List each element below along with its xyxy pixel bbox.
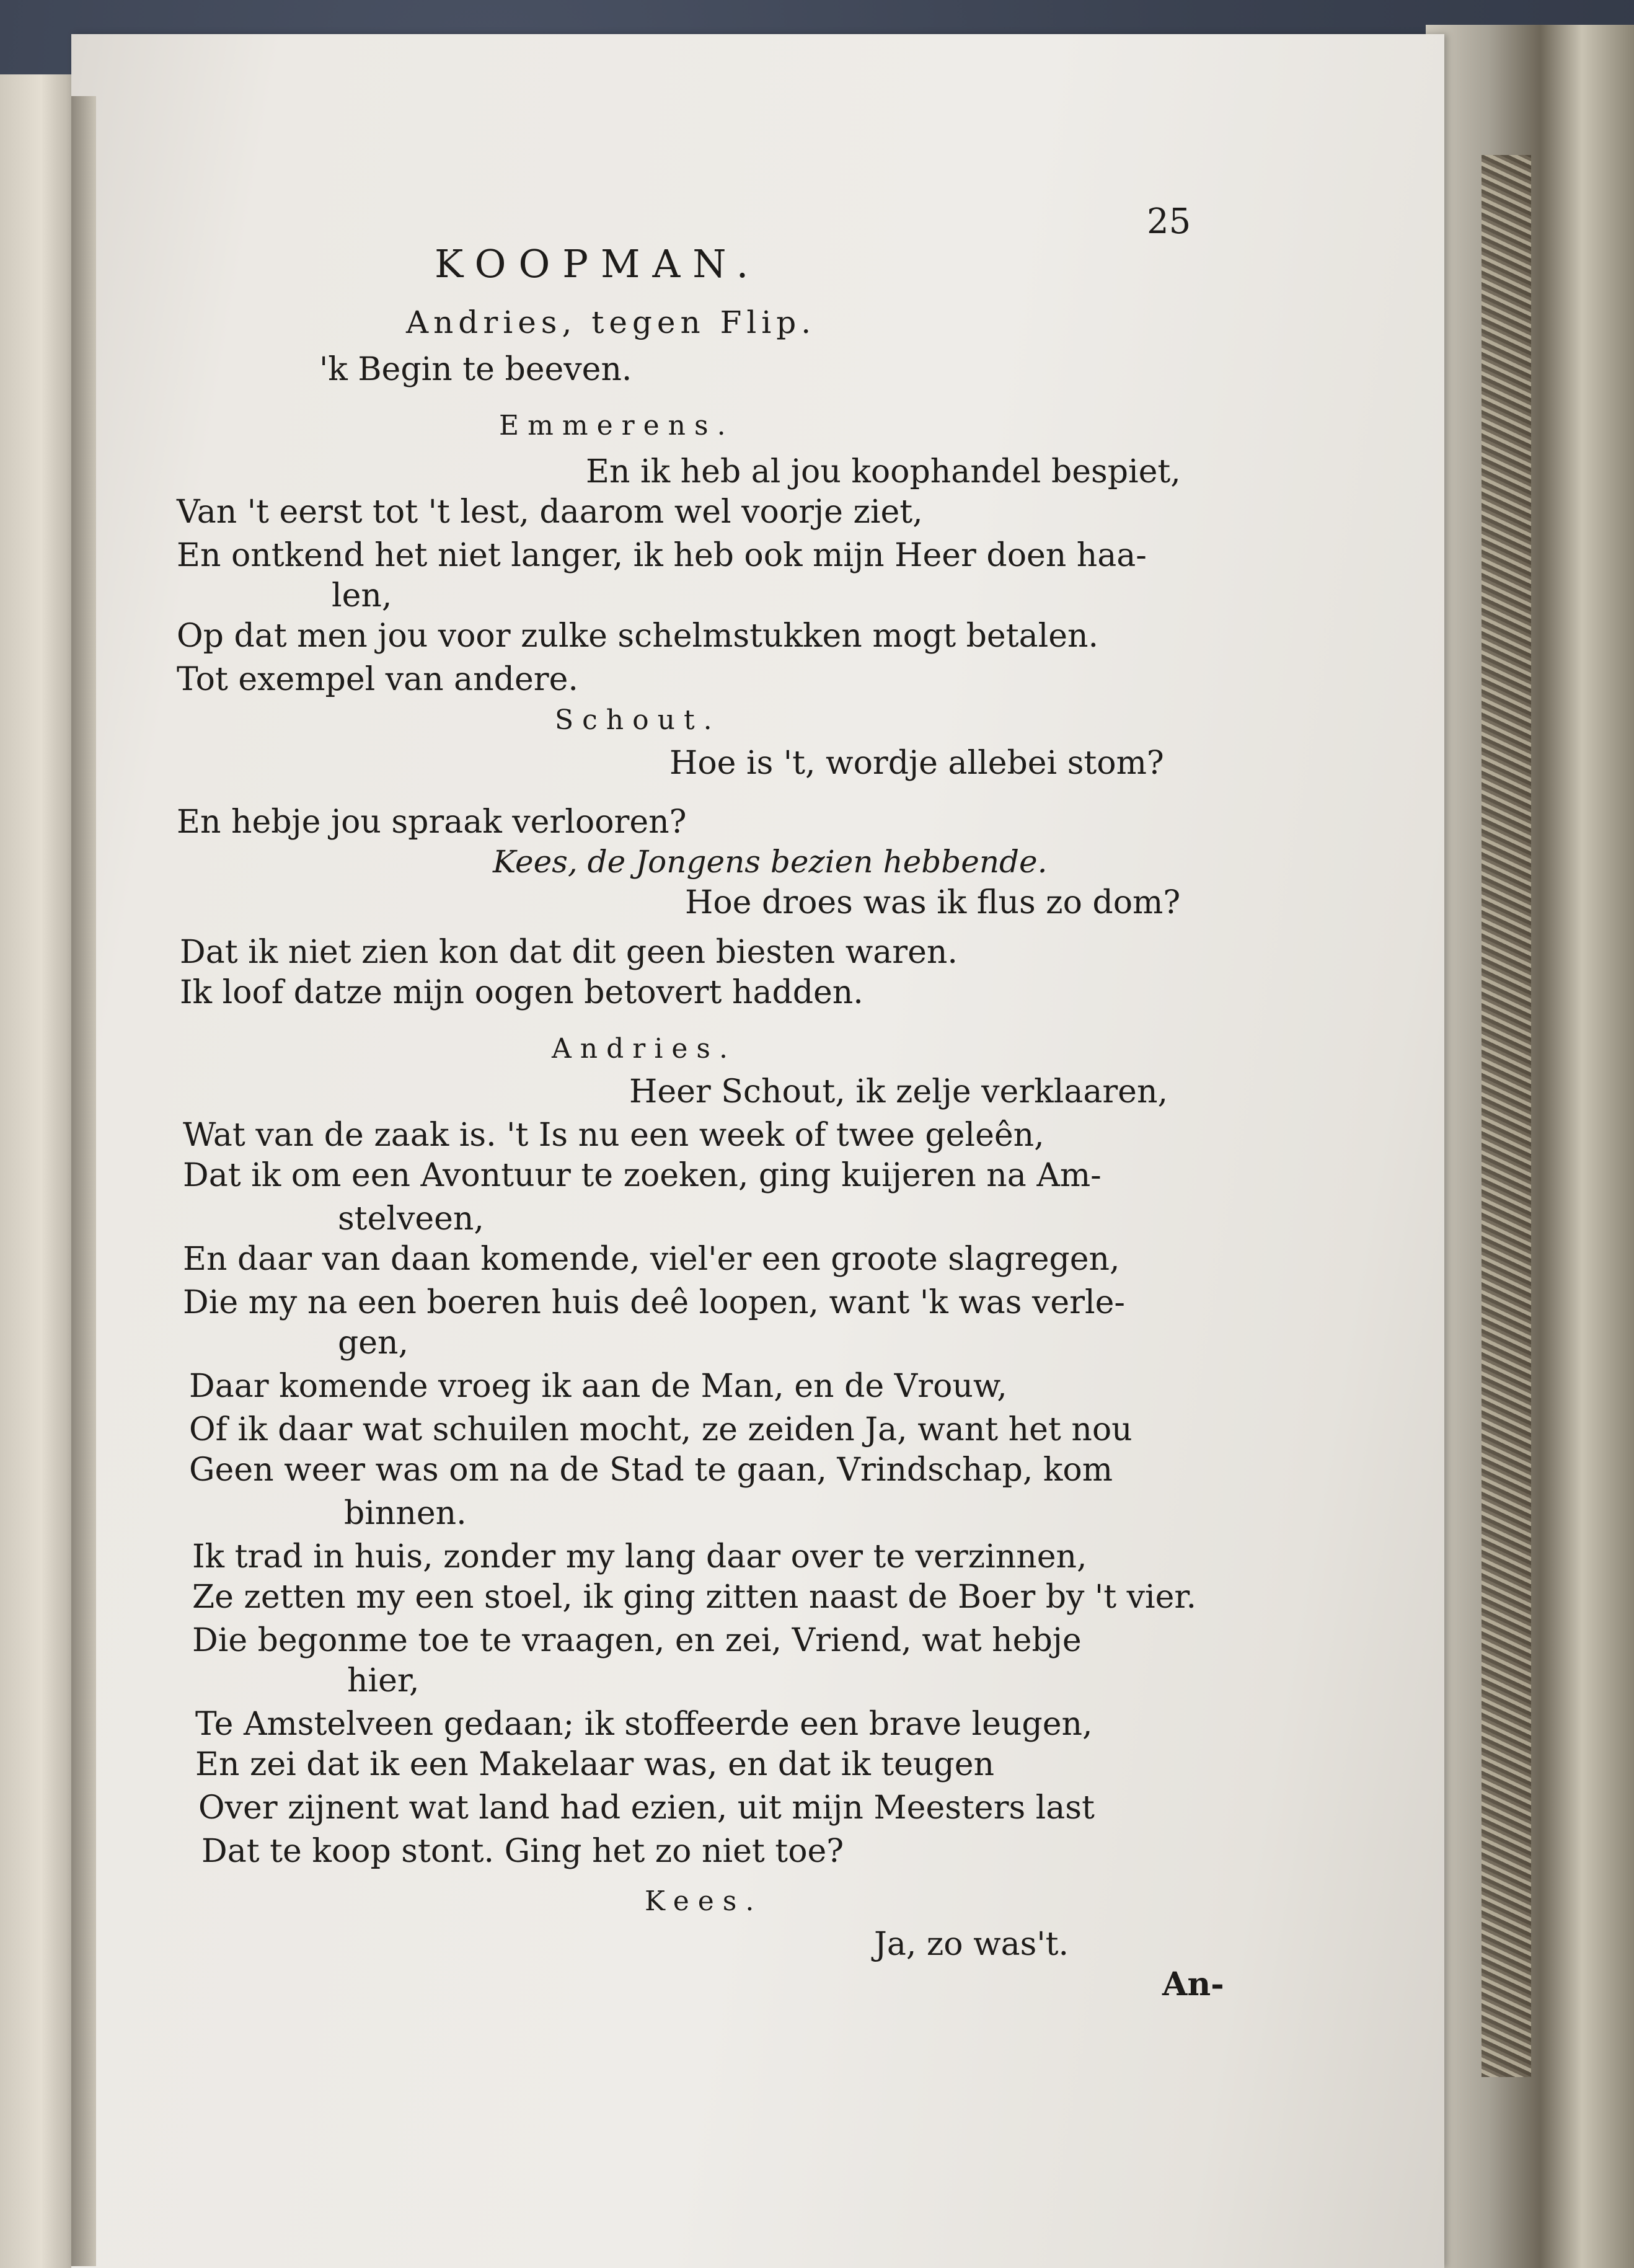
verse-line: Hoe droes was ik flus zo dom?: [685, 884, 1181, 921]
verse-line: len,: [332, 577, 392, 614]
verse-line: En ontkend het niet langer, ik heb ook mijn Heer doen haa-: [177, 537, 1147, 574]
verse-line: Ja, zo was't.: [874, 1926, 1069, 1963]
verse-line: Op dat men jou voor zulke schelmstukken mogt betalen.: [177, 618, 1099, 655]
verse-line: Te Amstelveen gedaan; ik stoffeerde een brave leugen,: [195, 1706, 1093, 1743]
gutter-shadow: [71, 96, 96, 2266]
verse-line: Dat ik niet zien kon dat dit geen biesten waren.: [180, 934, 958, 971]
verse-line: Ik trad in huis, zonder my lang daar over te verzinnen,: [192, 1538, 1087, 1575]
verse-line: En zei dat ik een Makelaar was, en dat ik teugen: [195, 1746, 994, 1783]
verse-line: En ik heb al jou koophandel bespiet,: [586, 453, 1181, 490]
verse-line: Dat ik om een Avontuur te zoeken, ging kuijeren na Am-: [183, 1157, 1102, 1194]
stage-direction: Andries, tegen Flip.: [406, 304, 816, 340]
page-number: 25: [1147, 202, 1191, 242]
verse-line: Over zijnent wat land had ezien, uit mijn Meesters last: [198, 1789, 1095, 1827]
verse-line: binnen.: [344, 1495, 467, 1532]
speckled-page-edge: [1482, 155, 1531, 2077]
speaker-name: Kees.: [645, 1885, 763, 1917]
verse-line: Heer Schout, ik zelje verklaaren,: [629, 1073, 1168, 1110]
speaker-name: Schout.: [555, 704, 721, 736]
verse-line: gen,: [338, 1324, 409, 1362]
verse-line: Wat van de zaak is. 't Is nu een week of twee geleên,: [183, 1117, 1044, 1154]
verse-line: Tot exempel van andere.: [177, 661, 578, 698]
catchword: An-: [1162, 1965, 1224, 2003]
speaker-name: Andries.: [552, 1033, 736, 1065]
verse-line: Dat te koop stont. Ging het zo niet toe?: [201, 1833, 844, 1870]
verse-line: stelveen,: [338, 1200, 484, 1238]
left-page-edge: [0, 74, 74, 2268]
verse-line: Ik loof datze mijn oogen betovert hadden.: [180, 974, 863, 1011]
stage-direction: Kees, de Jongens bezien hebbende.: [493, 844, 1048, 880]
verse-line: Geen weer was om na de Stad te gaan, Vrindschap, kom: [189, 1451, 1113, 1489]
book-page: [71, 34, 1444, 2268]
verse-line: En hebje jou spraak verlooren?: [177, 804, 687, 841]
running-title: KOOPMAN.: [435, 241, 761, 286]
verse-line: Ze zetten my een stoel, ik ging zitten naast de Boer by 't vier.: [192, 1579, 1197, 1616]
verse-line: 'k Begin te beeven.: [319, 351, 632, 388]
verse-line: Die my na een boeren huis deê loopen, want 'k was verle-: [183, 1284, 1125, 1321]
verse-line: Daar komende vroeg ik aan de Man, en de Vrouw,: [189, 1368, 1007, 1405]
verse-line: En daar van daan komende, viel'er een groote slagregen,: [183, 1241, 1120, 1278]
verse-line: Die begonme toe te vraagen, en zei, Vriend, wat hebje: [192, 1622, 1082, 1659]
verse-line: Van 't eerst tot 't lest, daarom wel voorje ziet,: [177, 494, 923, 531]
verse-line: Hoe is 't, wordje allebei stom?: [669, 745, 1164, 782]
verse-line: Of ik daar wat schuilen mocht, ze zeiden Ja, want het nou: [189, 1411, 1133, 1448]
speaker-name: Emmerens.: [499, 410, 735, 441]
verse-line: hier,: [347, 1662, 420, 1699]
